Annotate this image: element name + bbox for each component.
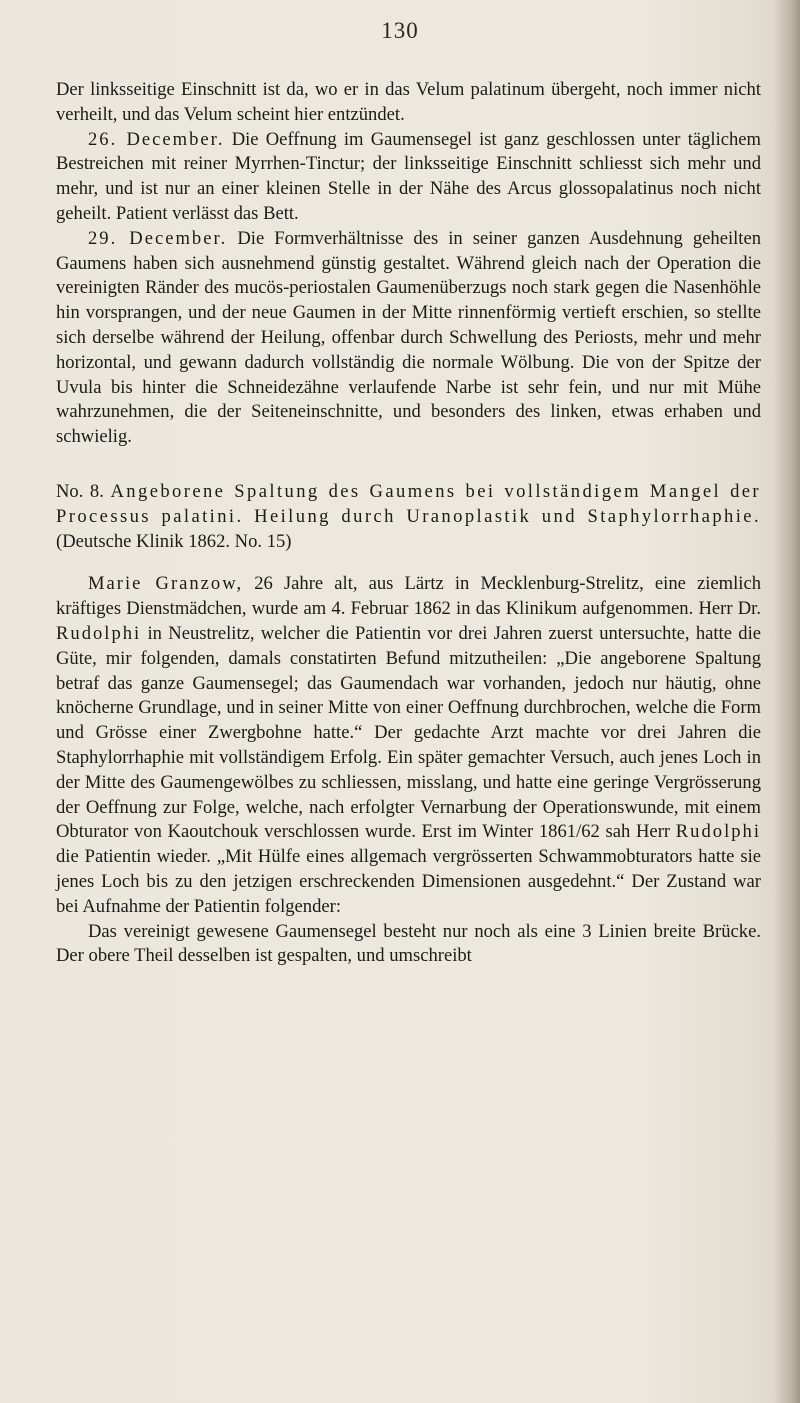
paragraph-text: die Patientin wieder. „Mit Hülfe eines allgemach vergrösserten Schwammobturators hatte sie jenes Loch bis zu den jetzigen erschreckenden Dimensionen ausgedehnt.“ Der Zustand war bei Aufnahme der Patientin folgender: [56,846,761,917]
paragraph-text: Die Oeffnung im Gaumensegel ist ganz geschlossen unter täglichem Bestreichen mit reiner Myrrhen-Tinctur; der linksseitige Einschnitt schliesst sich mehr und mehr, und ist nur an einer kleinen Stelle in der Nähe des Arcus glossopalatinus noch nicht geheilt. Patient verlässt das Bett. [56,128,762,224]
case-number: No. 8. [56,480,104,502]
page-number: 130 [381,18,419,43]
case-title: Angeborene Spaltung des Gaumens bei vollständigem Mangel der Processus palatini. Heilung durch Uranoplastik und Staphylorrhaphie. [56,480,762,527]
paragraph-text: Das vereinigt gewesene Gaumensegel besteht nur noch als eine 3 Linien breite Brücke. Der obere Theil desselben ist gespalten, und umschreibt [56,920,761,967]
paragraph-text: Die Formverhältnisse des in seiner ganzen Ausdehnung geheilten Gaumens haben sich ausnehmend günstig gestaltet. Während gleich nach der Operation die vereinigten Ränder des mucös-periostalen Gaumenüberzugs noch stark gegen die Nasenhöhle hin vorsprangen, und der neue Gaumen in der Mitte rinnenförmig vertieft erschien, so stellte sich derselbe während der Heilung, offenbar durch Schwellung des Periosts, mehr und mehr horizontal, und gewann dadurch vollständig die normale Wölbung. Die von der Spitze der Uvula bis hinter die Schneidezähne verlaufende Narbe ist sehr fein, und nur mit Mühe wahrzunehmen, die der Seiteneinschnitte, und besonders des linken, etwas erhaben und schwielig. [56,227,762,448]
paragraph-text: Der linksseitige Einschnitt ist da, wo er in das Velum palatinum übergeht, noch immer nicht verheilt, und das Velum scheint hier entzündet. [56,79,761,125]
paragraph-text: 26 Jahre alt, aus Lärtz in Mecklenburg-Strelitz, eine ziemlich kräftiges Dienstmädchen, wurde am 4. Februar 1862 in das Klinikum aufgenommen. Herr Dr. [56,573,762,620]
paragraph-dec-26 [56,128,761,227]
doctor-name: Rudolphi [56,622,142,644]
paragraph-text: in Neustrelitz, welcher die Patientin vor drei Jahren zuerst untersuchte, hatte die Güte, mir folgenden, damals constatirten Befund mitzutheilen: „Die angeborene Spaltung betraf das ganze Gaumensegel; das Gaumendach war vorhanden, jedoch nur häutig, ohne knöcherne Grundlage, und in seiner Mitte von einer Oeffnung durchbrochen, welche die Form und Grösse einer Zwergbohne hatte.“ Der gedachte Arzt machte vor drei Jahren die Staphylorrhaphie mit vollständigem Erfolg. Ein später gemachter Versuch, auch jenes Loch in der Mitte des Gaumengewölbes zu schliessen, misslang, und hatte eine geringe Vergrösserung der Oeffnung zur Folge, welche, nach erfolgter Vernarbung der Operationswunde, mit einem Obturator von Kaoutchouk verschlossen wurde. Erst im Winter 1861/62 sah Herr [56,622,761,843]
case-heading [56,480,761,554]
entry-date: 29. December. [88,227,228,249]
entry-date: 26. December. [88,128,225,150]
case-source: (Deutsche Klinik 1862. No. 15) [56,530,292,552]
doctor-name: Rudolphi [675,821,761,843]
paragraph-continuation [56,78,761,128]
case-paragraph-findings [56,920,761,970]
paragraph-dec-29 [56,227,761,450]
page-edge-shadow [774,0,800,1403]
patient-name: Marie Granzow, [88,573,244,595]
case-paragraph-intro [56,572,761,919]
body-text [56,78,761,969]
